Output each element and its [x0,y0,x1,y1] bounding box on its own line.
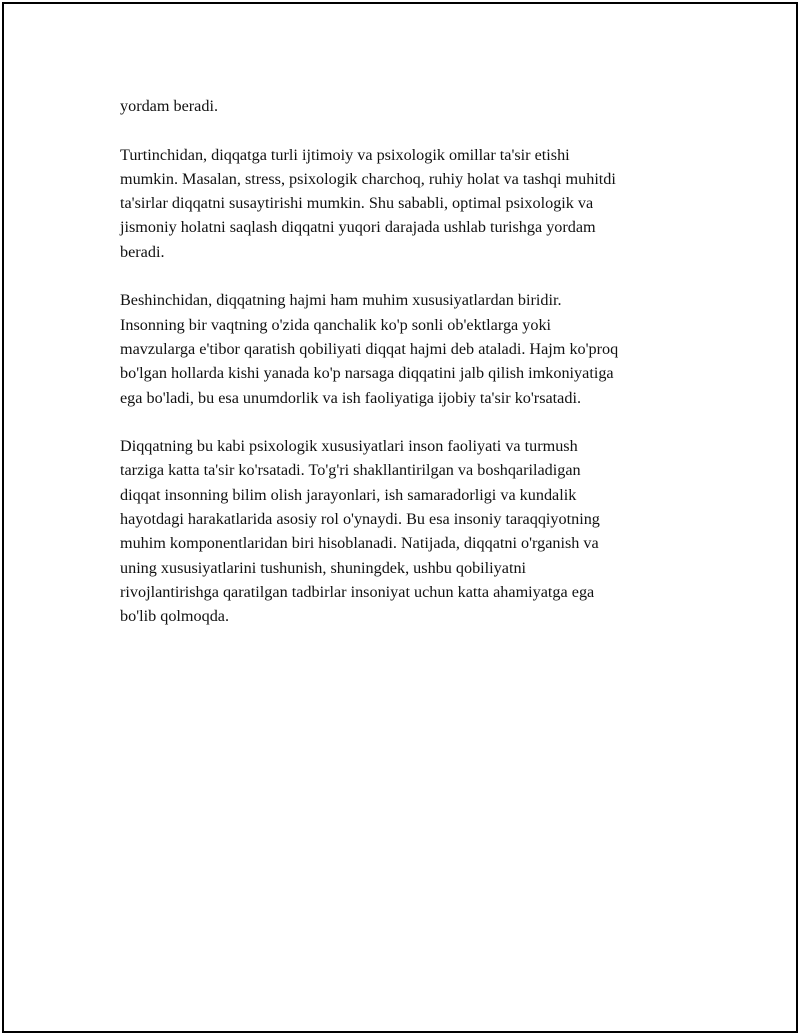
paragraph-2 [120,143,680,264]
text-line: hayotdagi harakatlarida asosiy rol o'ynaydi. Bu esa insoniy taraqqiyotning [120,510,600,529]
text-line: diqqat insonning bilim olish jarayonlari, ish samaradorligi va kundalik [120,485,577,504]
text-line: mavzularga e'tibor qaratish qobiliyati diqqat hajmi deb ataladi. Hajm ko'proq [120,339,619,358]
text-line: tarziga katta ta'sir ko'rsatadi. To'g'ri shakllantirilgan va boshqariladigan [120,461,581,480]
text-line: bo'lib qolmoqda. [120,607,230,626]
text-line: jismoniy holatni saqlash diqqatni yuqori darajada ushlab turishga yordam [120,218,596,237]
paragraph-1 [120,94,680,118]
text-line: Insonning bir vaqtning o'zida qanchalik ko'p sonli ob'ektlarga yoki [120,315,552,334]
text-line: yordam beradi. [120,97,218,115]
text-line: beradi. [120,242,165,261]
paragraph-4 [120,434,680,628]
text-line: mumkin. Masalan, stress, psixologik charchoq, ruhiy holat va tashqi muhitdi [120,169,616,188]
text-line: muhim komponentlaridan biri hisoblanadi. Natijada, diqqatni o'rganish va [120,534,599,553]
paragraph-3 [120,288,680,409]
text-line: uning xususiyatlarini tushunish, shuningdek, ushbu qobiliyatni [120,558,527,577]
text-line: ta'sirlar diqqatni susaytirishi mumkin. Shu sababli, optimal psixologik va [120,194,594,213]
text-line: Turtinchidan, diqqatga turli ijtimoiy va psixologik omillar ta'sir etishi [120,145,570,164]
document-body [120,94,680,653]
text-line: rivojlantirishga qaratilgan tadbirlar insoniyat uchun katta ahamiyatga ega [120,582,595,601]
text-line: ega bo'ladi, bu esa unumdorlik va ish faoliyatiga ijobiy ta'sir ko'rsatadi. [120,388,581,407]
text-line: Beshinchidan, diqqatning hajmi ham muhim xususiyatlardan biridir. [120,291,562,310]
text-line: bo'lgan hollarda kishi yanada ko'p narsaga diqqatini jalb qilish imkoniyatiga [120,364,614,383]
document-page [2,2,798,1033]
text-line: Diqqatning bu kabi psixologik xususiyatlari inson faoliyati va turmush [120,437,578,456]
